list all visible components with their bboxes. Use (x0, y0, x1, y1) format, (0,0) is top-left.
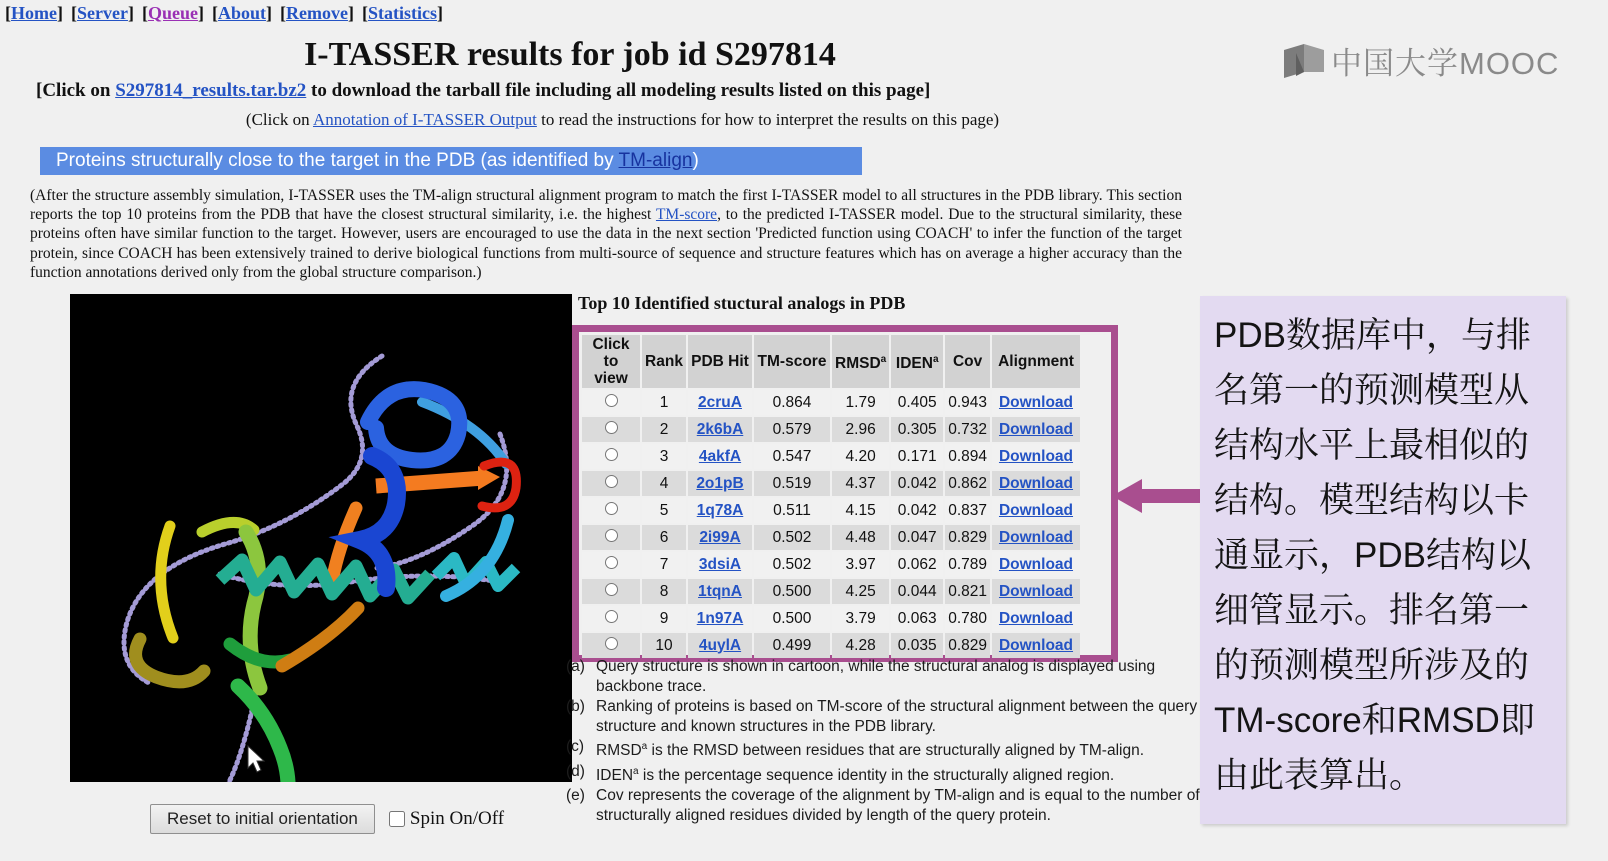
analog-table-highlight-box (572, 325, 1118, 662)
footnote-marker: (e) (566, 787, 585, 805)
nav-link-remove[interactable]: Remove (285, 3, 348, 23)
spin-checkbox-label: Spin On/Off (409, 808, 505, 829)
iden-cell: 0.062 (891, 552, 943, 577)
nav-item-queue: [Queue] (141, 3, 204, 23)
column-header-click-to-view: Click to view (582, 335, 640, 388)
table-row (582, 579, 1080, 604)
cov-cell: 0.789 (945, 552, 990, 577)
section-header (40, 147, 862, 175)
tm-score-cell: 0.547 (754, 444, 830, 469)
pdb-hit-link-2o1pB[interactable]: 2o1pB (696, 474, 744, 492)
nav-link-queue[interactable]: Queue (147, 3, 198, 23)
rmsd-cell: 1.79 (832, 390, 889, 415)
analog-table-header (582, 335, 1080, 388)
rank-cell: 9 (642, 606, 686, 631)
mooc-logo (1283, 38, 1559, 83)
results-tarball-link[interactable]: S297814_results.tar.bz2 (115, 80, 307, 101)
annotation-output-link[interactable]: Annotation of I-TASSER Output (312, 110, 537, 129)
table-row (582, 444, 1080, 469)
pdb-hit-link-1q78A[interactable]: 1q78A (696, 501, 744, 519)
column-header-iden: IDEN$^a$ (891, 335, 943, 388)
view-radio-rank-10[interactable] (605, 637, 618, 650)
view-radio-rank-7[interactable] (605, 556, 618, 569)
protein-ribbon-rendering (70, 294, 572, 782)
tm-score-cell: 0.864 (754, 390, 830, 415)
nav-item-about: [About] (211, 3, 272, 23)
rmsd-cell: 4.37 (832, 471, 889, 496)
rmsd-cell: 3.79 (832, 606, 889, 631)
rank-cell: 2 (642, 417, 686, 442)
table-row (582, 471, 1080, 496)
rank-cell: 6 (642, 525, 686, 550)
nav-item-home: [Home] (5, 3, 63, 23)
view-radio-rank-6[interactable] (605, 529, 618, 542)
analog-table (580, 333, 1082, 660)
pdb-hit-link-2cruA[interactable]: 2cruA (698, 393, 742, 411)
iden-cell: 0.044 (891, 579, 943, 604)
nav-item-remove: [Remove] (279, 3, 354, 23)
page-title: I-TASSER results for job id S297814 (304, 36, 836, 73)
viewer-controls (150, 804, 504, 834)
spin-checkbox[interactable] (389, 811, 405, 827)
tm-score-cell: 0.500 (754, 606, 830, 631)
alignment-download-link-rank-5[interactable]: Download (998, 501, 1074, 519)
section-header-pre: Proteins structurally close to the target in the PDB (as identified by (56, 150, 619, 171)
pdb-hit-link-4akfA[interactable]: 4akfA (698, 447, 742, 465)
tm-score-link[interactable]: TM-score (655, 206, 718, 224)
footnote-a (566, 657, 1202, 696)
alignment-download-link-rank-6[interactable]: Download (998, 528, 1074, 546)
footnote-text: Cov represents the coverage of the alignment by TM-align and is equal to the number of structurally aligned residues divided by length of the query protein. (596, 787, 1200, 824)
annotation-line-post: to read the instructions for how to interpret the results on this page) (536, 110, 1000, 129)
nav-link-about[interactable]: About (217, 3, 266, 23)
footnote-marker: (d) (566, 762, 585, 780)
table-row (582, 552, 1080, 577)
annotation-box-text: PDB数据库中，与排名第一的预测模型从结构水平上最相似的结构。模型结构以卡通显示，PDB结构以细管显示。排名第一的预测模型所涉及的TM-score和RMSD即由此表算出。 (1214, 316, 1535, 795)
cov-cell: 0.943 (945, 390, 990, 415)
protein-structure-viewer[interactable] (70, 294, 572, 782)
footnotes (566, 657, 1202, 826)
view-radio-rank-4[interactable] (605, 475, 618, 488)
pdb-hit-link-2k6bA[interactable]: 2k6bA (696, 420, 744, 438)
download-line-post: to download the tarball file including all modeling results listed on this page] (306, 80, 931, 101)
download-line-pre: [Click on (36, 80, 116, 101)
cov-cell: 0.837 (945, 498, 990, 523)
nav-link-server[interactable]: Server (76, 3, 128, 23)
column-header-rank: Rank (642, 335, 686, 388)
annotation-line (0, 110, 1245, 130)
pdb-hit-link-4uylA[interactable]: 4uylA (698, 636, 742, 654)
annotation-line-pre: (Click on (245, 110, 313, 129)
mooc-book-icon (1283, 43, 1325, 79)
annotation-box (1200, 296, 1566, 824)
pdb-hit-link-1tqnA[interactable]: 1tqnA (698, 582, 742, 600)
rank-cell: 8 (642, 579, 686, 604)
table-row (582, 633, 1080, 658)
rmsd-cell: 4.28 (832, 633, 889, 658)
footnote-e (566, 786, 1202, 825)
footnote-marker: (c) (566, 738, 585, 755)
footnote-text: Ranking of proteins is based on TM-score of the structural alignment between the query structure and known structures in the PDB library. (596, 698, 1198, 735)
reset-orientation-button[interactable]: Reset to initial orientation (150, 804, 375, 834)
analog-table-title: Top 10 Identified stuctural analogs in PDB (578, 293, 906, 313)
rank-cell: 4 (642, 471, 686, 496)
cov-cell: 0.862 (945, 471, 990, 496)
iden-cell: 0.035 (891, 633, 943, 658)
nav-link-home[interactable]: Home (11, 3, 57, 23)
alignment-download-link-rank-7[interactable]: Download (998, 555, 1074, 573)
rmsd-cell: 4.15 (832, 498, 889, 523)
top-nav (5, 3, 451, 24)
column-header-tm-score: TM-score (754, 335, 830, 388)
footnote-d (566, 762, 1202, 786)
rank-cell: 5 (642, 498, 686, 523)
cov-cell: 0.894 (945, 444, 990, 469)
rmsd-cell: 3.97 (832, 552, 889, 577)
column-header-rmsd: RMSD$^a$ (832, 335, 889, 388)
alignment-download-link-rank-9[interactable]: Download (998, 609, 1074, 627)
view-radio-rank-9[interactable] (605, 610, 618, 623)
cov-cell: 0.829 (945, 633, 990, 658)
cov-cell: 0.732 (945, 417, 990, 442)
table-row (582, 390, 1080, 415)
iden-cell: 0.042 (891, 471, 943, 496)
footnote-b (566, 697, 1202, 736)
footnote-marker: (b) (566, 698, 585, 715)
mooc-logo-text: 中国大学MOOC (1331, 46, 1560, 81)
pdb-hit-link-3dsiA[interactable]: 3dsiA (698, 555, 742, 573)
iden-cell: 0.305 (891, 417, 943, 442)
column-header-pdb-hit: PDB Hit (688, 335, 752, 388)
nav-item-statistics: [Statistics] (361, 3, 443, 23)
analog-table-body (582, 390, 1080, 658)
view-radio-rank-3[interactable] (605, 448, 618, 461)
rmsd-cell: 4.48 (832, 525, 889, 550)
tm-score-cell: 0.579 (754, 417, 830, 442)
rank-cell: 7 (642, 552, 686, 577)
alignment-download-link-rank-2[interactable]: Download (998, 420, 1074, 438)
alignment-download-link-rank-8[interactable]: Download (998, 582, 1074, 600)
callout-arrow-icon (1108, 476, 1208, 516)
tm-score-cell: 0.502 (754, 552, 830, 577)
table-row (582, 417, 1080, 442)
tm-score-cell: 0.499 (754, 633, 830, 658)
download-line (36, 80, 930, 102)
intro-post: , to the predicted I-TASSER model. Due to the structural similarity, these proteins often have similar function to the target. However, users are encouraged to use the data in the next section 'Predicted function using COACH' to infer the function of the target protein, since COACH has been extensively trained to derive biological functions from multi-source of sequence and structure features which has on average a higher accuracy than the function annotations derived only from the global structure comparison.) (30, 206, 1182, 281)
cov-cell: 0.821 (945, 579, 990, 604)
tm-score-cell: 0.500 (754, 579, 830, 604)
view-radio-rank-1[interactable] (605, 394, 618, 407)
tm-align-link[interactable]: TM-align (618, 150, 693, 171)
pdb-hit-link-1n97A[interactable]: 1n97A (696, 609, 744, 627)
footnote-text: IDEN$^a$ is the percentage sequence identity in the structurally aligned region. (596, 765, 1115, 784)
iden-cell: 0.063 (891, 606, 943, 631)
iden-cell: 0.171 (891, 444, 943, 469)
alignment-download-link-rank-4[interactable]: Download (998, 474, 1074, 492)
view-radio-rank-5[interactable] (605, 502, 618, 515)
tm-score-cell: 0.511 (754, 498, 830, 523)
intro-pre: (After the structure assembly simulation, I-TASSER uses the TM-align structural alignment program to match the first I-TASSER model to all structures in the PDB library. This section reports the top 10 proteins from the PDB that have the closest structural similarity, i.e. the highest (30, 187, 1182, 224)
table-row (582, 525, 1080, 550)
rank-cell: 1 (642, 390, 686, 415)
nav-link-statistics[interactable]: Statistics (367, 3, 437, 23)
iden-cell: 0.047 (891, 525, 943, 550)
tm-score-cell: 0.502 (754, 525, 830, 550)
rank-cell: 10 (642, 633, 686, 658)
rmsd-cell: 4.20 (832, 444, 889, 469)
rmsd-cell: 4.25 (832, 579, 889, 604)
column-header-alignment: Alignment (992, 335, 1080, 388)
table-row (582, 606, 1080, 631)
pdb-hit-link-2i99A[interactable]: 2i99A (699, 528, 741, 546)
intro-paragraph (30, 186, 1182, 282)
rank-cell: 3 (642, 444, 686, 469)
alignment-download-link-rank-3[interactable]: Download (998, 447, 1074, 465)
footnote-text: Query structure is shown in cartoon, while the structural analog is displayed using backbone trace. (596, 658, 1156, 695)
column-header-cov: Cov (945, 335, 990, 388)
section-header-post: ) (692, 150, 699, 171)
footnote-c (566, 737, 1202, 761)
table-row (582, 498, 1080, 523)
nav-item-server: [Server] (70, 3, 134, 23)
mouse-cursor-icon (248, 746, 264, 772)
cov-cell: 0.829 (945, 525, 990, 550)
view-radio-rank-8[interactable] (605, 583, 618, 596)
alignment-download-link-rank-1[interactable]: Download (998, 393, 1074, 411)
footnote-marker: (a) (566, 658, 585, 675)
cov-cell: 0.780 (945, 606, 990, 631)
rmsd-cell: 2.96 (832, 417, 889, 442)
iden-cell: 0.405 (891, 390, 943, 415)
footnote-text: RMSD$^a$ is the RMSD between residues that are structurally aligned by TM-align. (596, 741, 1145, 760)
tm-score-cell: 0.519 (754, 471, 830, 496)
iden-cell: 0.042 (891, 498, 943, 523)
alignment-download-link-rank-10[interactable]: Download (998, 636, 1074, 654)
view-radio-rank-2[interactable] (605, 421, 618, 434)
